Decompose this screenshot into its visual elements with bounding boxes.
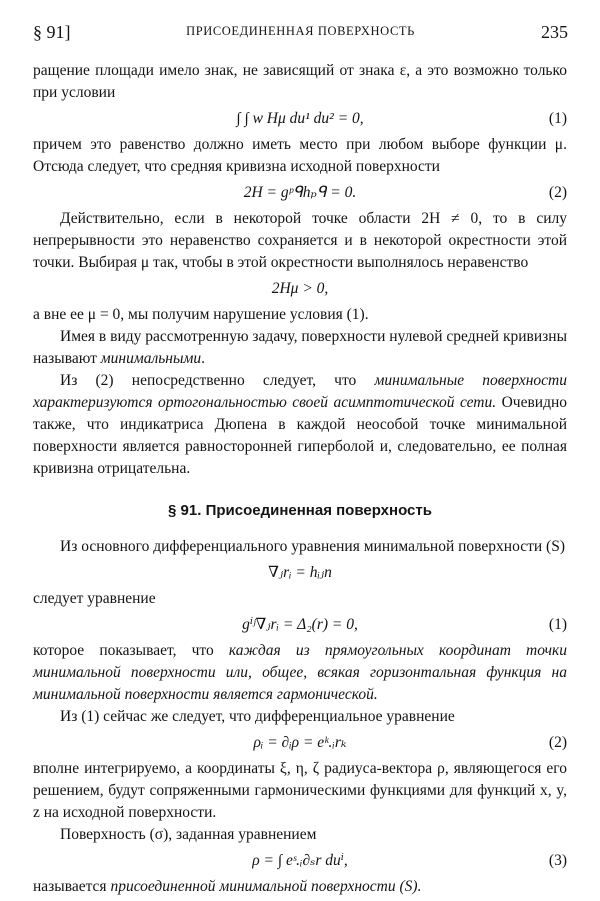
paragraph <box>33 640 567 706</box>
equation-number: (1) <box>548 616 567 633</box>
text-run: называется <box>33 878 111 895</box>
equation <box>33 614 567 636</box>
text-run: Имея в виду рассмотренную задачу, поверхности нулевой средней кривизны называют <box>33 328 567 367</box>
header-running-title: ПРИСОЕДИНЕННАЯ ПОВЕРХНОСТЬ <box>186 24 415 38</box>
paragraph: Действительно, если в некоторой точке области 2H ≠ 0, то в силу непрерывности это неравенство сохраняется и в некоторой окрестности этой точки. Выбирая μ так, чтобы в этой окрестности выполнялось неравенство <box>33 210 567 271</box>
emphasis: присоединенной минимальной поверхности (S). <box>110 878 422 895</box>
running-header <box>33 22 568 46</box>
emphasis: минимальными <box>100 350 202 367</box>
paragraph <box>33 876 567 898</box>
equation <box>33 850 567 872</box>
paragraph: Из (1) сейчас же следует, что дифференциальное уравнение <box>60 708 455 725</box>
equation-formula: ∇ⱼrᵢ = hᵢⱼn <box>268 564 332 581</box>
equation-formula: ρᵢ = ∂ᵢρ = eᵏ.ᵢrₖ <box>253 734 347 751</box>
header-page-number: 235 <box>541 22 568 42</box>
equation-number: (2) <box>548 734 567 751</box>
equation <box>33 278 567 300</box>
equation-formula: ρ = ∫ eˢ.ᵢ∂ₛr duⁱ, <box>252 852 348 869</box>
paragraph: причем это равенство должно иметь место при любом выборе функции μ. Отсюда следует, что средняя кривизна исходной поверхности <box>33 136 567 175</box>
equation-formula: 2H = gᵖᑫhₚᑫ = 0. <box>243 184 357 201</box>
paragraph: а вне ее μ = 0, мы получим нарушение условия (1). <box>33 306 369 323</box>
paragraph: Поверхность (σ), заданная уравнением <box>60 826 317 843</box>
equation-number: (1) <box>548 110 567 127</box>
equation-formula: ∫ ∫ w Hμ du¹ du² = 0, <box>236 110 364 127</box>
emphasis: каждая из прямоугольных координат точки минимальной поверхности или, общее, всякая горизонтальная функция на минимальной поверхности является гармонической. <box>33 642 567 703</box>
equation-number: (3) <box>548 852 567 869</box>
equation-formula: gⁱʲ∇ⱼrᵢ = Δ₂(r) = 0, <box>242 616 358 633</box>
equation <box>33 182 567 204</box>
text-run: Очевидно также, что индикатриса Дюпена в каждой неособой точке минимальной поверхности является равносторонней гиперболой и, следовательно, ее полная кривизна отрицательна. <box>33 394 568 477</box>
page-body <box>33 60 567 898</box>
paragraph: Из основного дифференциального уравнения минимальной поверхности (S) <box>60 538 565 555</box>
paragraph <box>33 370 567 480</box>
text-run: которое показывает, что <box>33 642 229 659</box>
paragraph: вполне интегрируемо, а координаты ξ, η, ζ радиуса-вектора ρ, являющегося его решением, будут сопряженными гармоническими функциями для функций x, y, z на исходной поверхности. <box>33 760 567 821</box>
equation <box>33 732 567 754</box>
equation-number: (2) <box>548 184 567 201</box>
paragraph: следует уравнение <box>33 590 156 607</box>
emphasis: минимальные поверхности характеризуются ортогональностью своей асимптотической сети. <box>33 372 567 411</box>
text-run: Из (2) непосредственно следует, что <box>60 372 375 389</box>
equation <box>33 562 567 584</box>
text-run: . <box>201 350 205 367</box>
equation <box>33 108 567 130</box>
section-heading: § 91. Присоединенная поверхность <box>168 502 432 519</box>
paragraph: ращение площади имело знак, не зависящий от знака ε, а это возможно только при условии <box>33 62 567 101</box>
header-section-ref: § 91] <box>33 22 71 42</box>
equation-formula: 2Hμ > 0, <box>271 280 329 297</box>
paragraph <box>33 326 567 370</box>
